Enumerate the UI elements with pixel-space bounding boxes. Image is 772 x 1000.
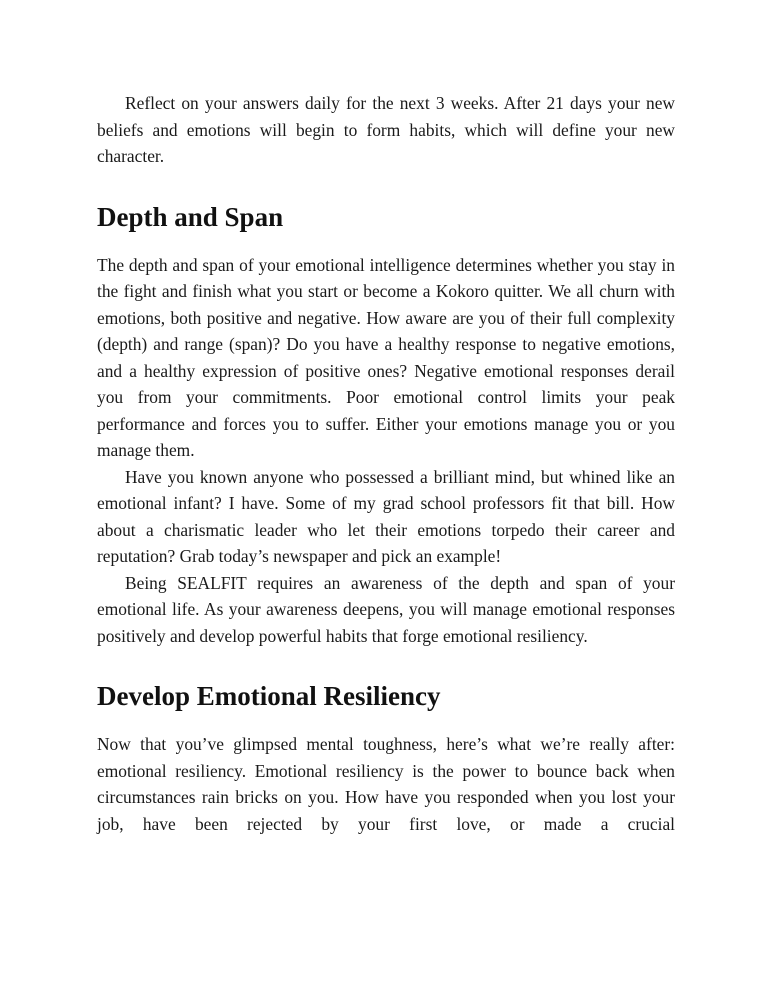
resiliency-paragraph-1: Now that you’ve glimpsed mental toughness, here’s what we’re really after: emotional resiliency. Emotional resiliency is the power to bounce back when circumstances rain bricks on you. How have you responded when you lost your job, have been rejected by your first love, or made a crucial — [97, 734, 675, 834]
depth-span-paragraph-1: The depth and span of your emotional intelligence determines whether you stay in the fight and finish what you start or become a Kokoro quitter. We all churn with emotions, both positive and negative. How aware are you of their full complexity (depth) and range (span)? Do you have a healthy response to negative emotions, and a healthy expression of positive ones? Negative emotional responses derail you from your commitments. Poor emotional control limits your peak performance and forces you to suffer. Either your emotions manage you or you manage them. — [97, 254, 675, 460]
depth-span-paragraph-3: Being SEALFIT requires an awareness of the depth and span of your emotional life. As your awareness deepens, you will manage emotional responses positively and develop powerful habits that forge emotional resiliency. — [97, 572, 675, 646]
section-heading-depth-and-span: Depth and Span — [97, 201, 284, 232]
document-page — [97, 90, 675, 837]
depth-span-paragraph-2: Have you known anyone who possessed a brilliant mind, but whined like an emotional infant? I have. Some of my grad school professors fit that bill. How about a charismatic leader who let their emotions torpedo their career and reputation? Grab today’s newspaper and pick an example! — [97, 466, 675, 566]
section-heading-emotional-resiliency: Develop Emotional Resiliency — [97, 681, 441, 711]
intro-paragraph: Reflect on your answers daily for the next 3 weeks. After 21 days your new beliefs and emotions will begin to form habits, which will define your new character. — [97, 93, 675, 166]
